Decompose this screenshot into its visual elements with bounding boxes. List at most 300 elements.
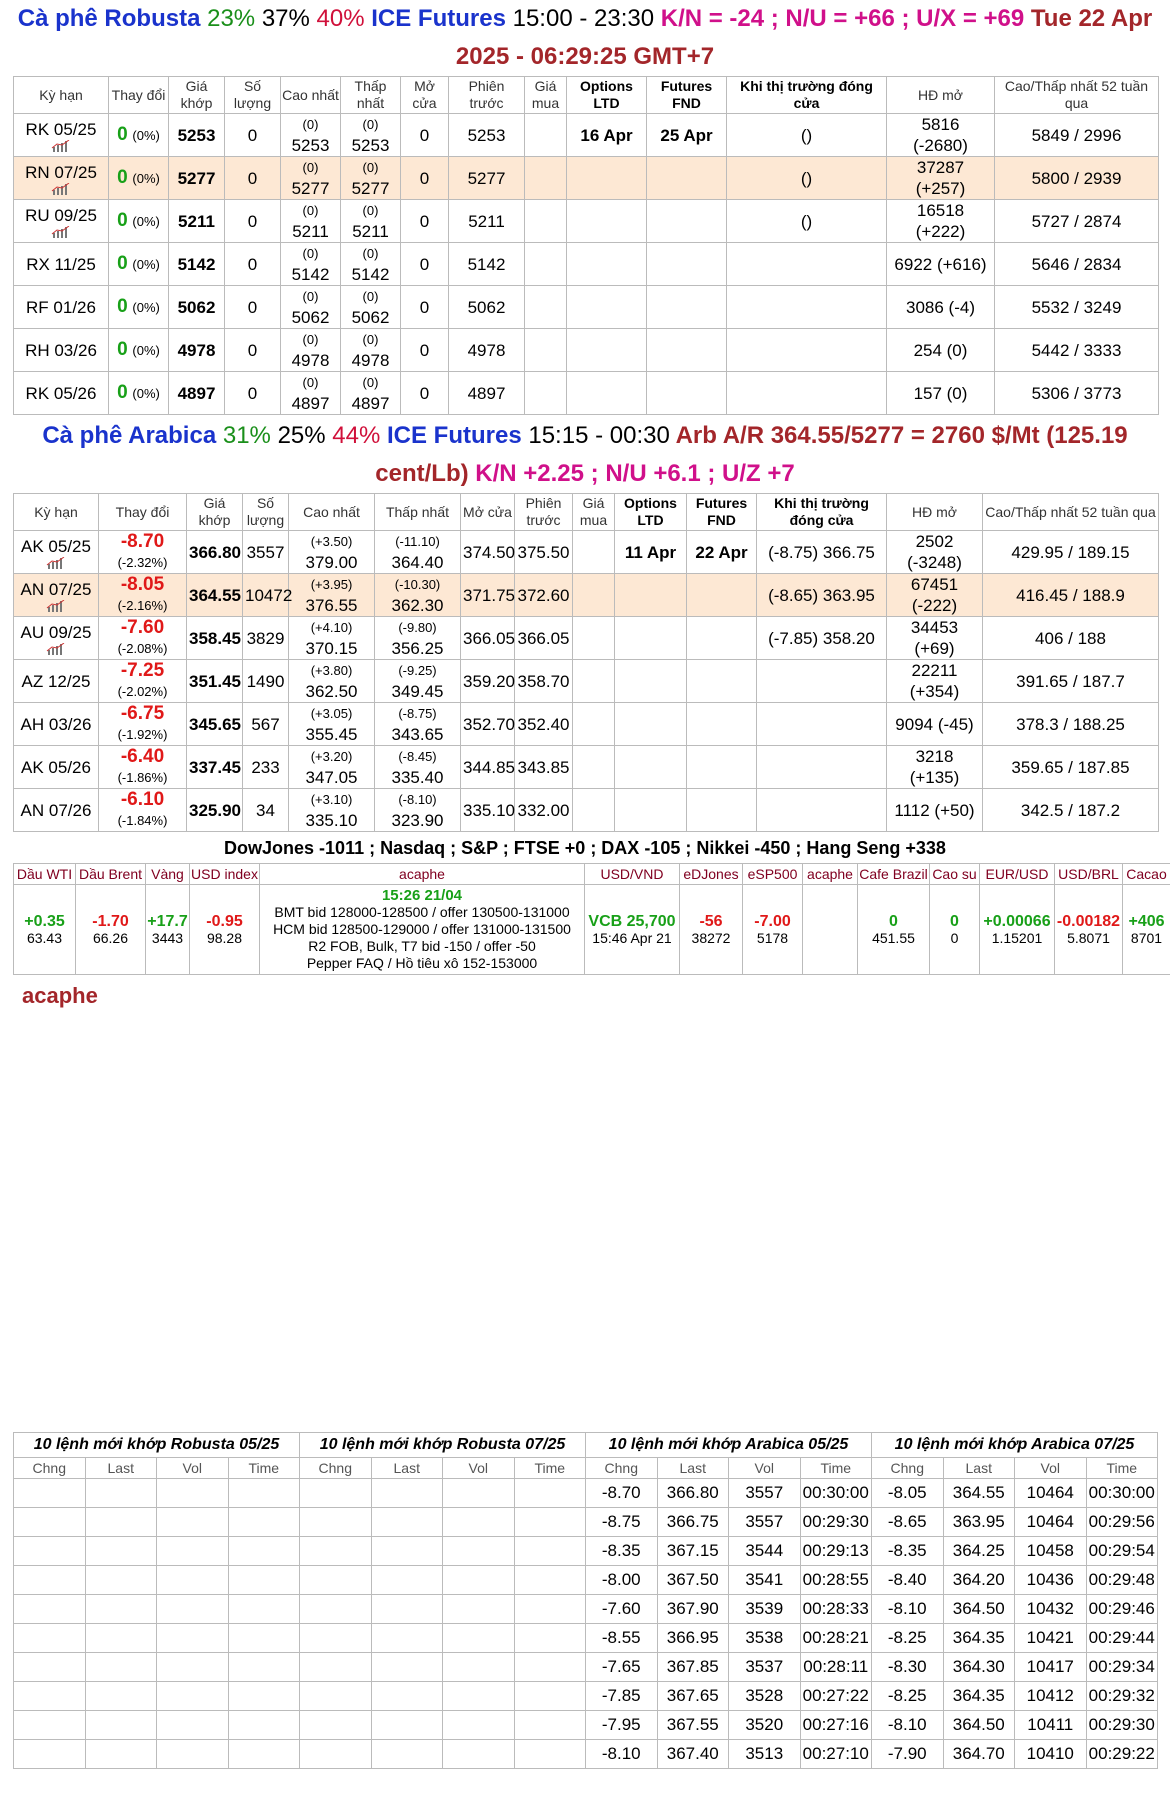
trade-cell-empty [300, 1508, 372, 1537]
low-change: (-10.30) [394, 577, 441, 592]
term-label[interactable]: RN 07/25 [25, 162, 97, 182]
open-interest-value: 6922 (+616) [894, 254, 987, 274]
term-cell[interactable] [14, 243, 109, 286]
fx-values-row [14, 885, 1170, 975]
open-interest-cell [887, 286, 995, 329]
column-header: Thấp nhất [375, 494, 461, 531]
trade-cell-empty [157, 1595, 229, 1624]
trade-cell: -8.30 [872, 1653, 944, 1682]
bid-cell [573, 531, 615, 574]
trade-cell: -8.10 [872, 1595, 944, 1624]
bid-cell [525, 372, 567, 415]
fx-column-header: acaphe [803, 864, 858, 885]
last-price-cell: 366.80 [187, 531, 243, 574]
term-cell[interactable] [14, 789, 99, 832]
usd-vnd-cell [585, 885, 680, 975]
close-cell: (-7.85) 358.20 [757, 617, 887, 660]
column-header: Cao nhất [281, 77, 341, 114]
range-52w-cell: 391.65 / 187.7 [983, 660, 1159, 703]
trade-cell-empty [443, 1595, 515, 1624]
gold-change: +17.7 [147, 912, 188, 930]
change-pct: (-2.16%) [117, 598, 168, 613]
trade-cell: -8.05 [872, 1479, 944, 1508]
high-cell [281, 157, 341, 200]
futures-fnd-cell [647, 157, 727, 200]
high-cell [289, 660, 375, 703]
volume-cell: 233 [243, 746, 289, 789]
table-row [14, 114, 1159, 157]
trade-cell: 366.80 [657, 1479, 729, 1508]
chart-icon[interactable] [51, 183, 71, 195]
options-ltd-cell [615, 703, 687, 746]
column-header: HĐ mở [887, 77, 995, 114]
range-52w-cell: 5532 / 3249 [995, 286, 1159, 329]
bid-cell [525, 286, 567, 329]
trade-cell-empty [443, 1566, 515, 1595]
trade-cell: 3544 [729, 1537, 801, 1566]
open-interest-change: (+135) [909, 768, 960, 787]
open-cell: 0 [401, 200, 449, 243]
robusta-exchange: ICE Futures [371, 5, 506, 32]
trade-cell-empty [514, 1508, 586, 1537]
fx-column-header: USD/VND [585, 864, 680, 885]
trade-cell-empty [300, 1653, 372, 1682]
trades-column-header: Last [657, 1458, 729, 1479]
table-row [14, 574, 1159, 617]
trade-cell: 364.20 [943, 1566, 1015, 1595]
change-value: -6.75 [120, 703, 165, 724]
futures-fnd-cell [687, 617, 757, 660]
term-cell[interactable] [14, 617, 99, 660]
column-header: Cao nhất [289, 494, 375, 531]
open-cell: 335.10 [461, 789, 515, 832]
trade-cell: -8.55 [586, 1624, 658, 1653]
trade-cell: 364.25 [943, 1537, 1015, 1566]
trade-cell: 00:29:54 [1086, 1537, 1158, 1566]
open-interest-change: (-2680) [913, 136, 968, 155]
open-cell: 0 [401, 114, 449, 157]
close-cell [757, 703, 887, 746]
range-52w-cell: 5727 / 2874 [995, 200, 1159, 243]
low-change: (0) [362, 117, 379, 132]
close-cell [727, 243, 887, 286]
trade-cell: -7.60 [586, 1595, 658, 1624]
trade-cell-empty [371, 1537, 443, 1566]
trade-cell-empty [300, 1537, 372, 1566]
bid-cell [525, 157, 567, 200]
trades-column-header: Last [85, 1458, 157, 1479]
volume-cell: 0 [225, 200, 281, 243]
wti-value: 63.43 [26, 929, 63, 946]
open-interest-cell [887, 746, 983, 789]
trade-cell-empty [85, 1595, 157, 1624]
term-cell[interactable] [14, 574, 99, 617]
trade-cell-empty [85, 1682, 157, 1711]
term-cell[interactable] [14, 200, 109, 243]
change-pct: (-1.86%) [117, 770, 168, 785]
trade-cell-empty [371, 1624, 443, 1653]
change-cell [99, 617, 187, 660]
high-change: (0) [302, 203, 319, 218]
edjones-value: 38272 [691, 929, 731, 946]
open-interest-cell [887, 157, 995, 200]
last-price-cell: 5142 [169, 243, 225, 286]
brent-cell [76, 885, 146, 975]
change-value: 0 [117, 339, 128, 360]
low-cell [375, 660, 461, 703]
term-label[interactable]: AK 05/26 [21, 757, 91, 777]
options-ltd-cell [567, 243, 647, 286]
high-cell [281, 329, 341, 372]
high-cell [289, 789, 375, 832]
trade-cell-empty [157, 1740, 229, 1769]
trades-column-header: Chng [14, 1458, 86, 1479]
change-pct: (0%) [132, 300, 160, 315]
acaphe-line: HCM bid 128500-129000 / offer 131000-131500 [273, 921, 571, 937]
trade-row [14, 1479, 1158, 1508]
options-ltd-cell [567, 200, 647, 243]
open-interest-value: 5816 [921, 115, 960, 134]
close-cell [757, 660, 887, 703]
trade-cell-empty [371, 1595, 443, 1624]
trade-cell: 3541 [729, 1566, 801, 1595]
term-label[interactable]: AK 05/25 [21, 536, 91, 556]
term-label[interactable]: RU 09/25 [25, 205, 97, 225]
high-value: 5211 [292, 222, 329, 241]
term-label[interactable]: AN 07/25 [20, 579, 92, 599]
term-label[interactable]: RX 11/25 [26, 254, 96, 274]
trade-cell: 10411 [1015, 1711, 1087, 1740]
trade-cell: 3513 [729, 1740, 801, 1769]
trade-row [14, 1711, 1158, 1740]
open-interest-cell [887, 660, 983, 703]
open-interest-value: 1112 (+50) [894, 800, 975, 820]
trade-cell: 367.40 [657, 1740, 729, 1769]
trade-cell: 3538 [729, 1624, 801, 1653]
trade-cell: 366.75 [657, 1508, 729, 1537]
futures-fnd-cell [647, 286, 727, 329]
trade-cell: 364.70 [943, 1740, 1015, 1769]
open-interest-cell [887, 789, 983, 832]
trade-row [14, 1624, 1158, 1653]
chart-icon[interactable] [46, 600, 66, 612]
open-interest-cell [887, 243, 995, 286]
trade-cell-empty [371, 1566, 443, 1595]
robusta-pct-3: 40% [316, 5, 365, 32]
table-row [14, 531, 1159, 574]
trade-cell: 3557 [729, 1479, 801, 1508]
trade-cell-empty [228, 1624, 300, 1653]
arabica-title: Cà phê Arabica [42, 422, 217, 449]
term-label[interactable]: RK 05/26 [25, 383, 97, 403]
usd-index-change: -0.95 [206, 912, 243, 930]
options-ltd-cell [567, 157, 647, 200]
trade-cell-empty [14, 1537, 86, 1566]
term-label[interactable]: RK 05/25 [25, 119, 97, 139]
open-interest-cell [887, 114, 995, 157]
last-price-cell: 4897 [169, 372, 225, 415]
trade-cell-empty [371, 1711, 443, 1740]
trades-column-header: Vol [157, 1458, 229, 1479]
trade-cell-empty [157, 1508, 229, 1537]
trade-cell-empty [443, 1624, 515, 1653]
trade-cell-empty [157, 1624, 229, 1653]
bid-cell [525, 329, 567, 372]
trade-cell: 367.15 [657, 1537, 729, 1566]
chart-icon[interactable] [51, 140, 71, 152]
chart-icon[interactable] [46, 643, 66, 655]
open-interest-value: 3086 (-4) [906, 297, 975, 317]
prev-cell: 352.40 [515, 703, 573, 746]
change-cell [109, 200, 169, 243]
change-pct: (0%) [132, 128, 160, 143]
column-header: Options LTD [567, 77, 647, 114]
fx-column-header: Cafe Brazil [858, 864, 930, 885]
close-cell [757, 789, 887, 832]
trade-cell: 00:29:34 [1086, 1653, 1158, 1682]
trade-cell-empty [300, 1624, 372, 1653]
low-cell [375, 574, 461, 617]
change-cell [109, 329, 169, 372]
chart-icon[interactable] [51, 226, 71, 238]
bid-cell [573, 574, 615, 617]
term-label[interactable]: AN 07/26 [20, 800, 92, 820]
rubber-change: 0 [950, 912, 959, 930]
fx-column-header: USD/BRL [1055, 864, 1123, 885]
arabica-table [13, 493, 1159, 832]
range-52w-cell: 5306 / 3773 [995, 372, 1159, 415]
trade-cell-empty [514, 1566, 586, 1595]
high-value: 335.10 [305, 811, 358, 830]
edjones-change: -56 [699, 912, 723, 930]
trade-cell-empty [85, 1479, 157, 1508]
trade-cell-empty [514, 1479, 586, 1508]
open-interest-cell [887, 574, 983, 617]
high-cell [281, 286, 341, 329]
change-cell [99, 789, 187, 832]
trade-cell-empty [514, 1682, 586, 1711]
volume-cell: 10472 [243, 574, 289, 617]
options-ltd-cell: 11 Apr [615, 531, 687, 574]
trade-cell-empty [85, 1653, 157, 1682]
eur-usd-change: +0.00066 [983, 912, 1051, 930]
trades-column-header: Chng [300, 1458, 372, 1479]
high-cell [281, 243, 341, 286]
term-cell[interactable] [14, 660, 99, 703]
trades-column-header: Vol [1015, 1458, 1087, 1479]
trade-cell: 00:29:32 [1086, 1682, 1158, 1711]
open-cell: 0 [401, 372, 449, 415]
fx-column-header: Vàng [146, 864, 190, 885]
term-cell[interactable] [14, 703, 99, 746]
fx-column-header: Dầu Brent [76, 864, 146, 885]
trade-cell: -7.65 [586, 1653, 658, 1682]
open-interest-change: (+69) [914, 639, 955, 658]
table-row [14, 157, 1159, 200]
open-interest-change: (+222) [915, 222, 966, 241]
column-header: Phiên trước [515, 494, 573, 531]
term-cell[interactable] [14, 114, 109, 157]
trade-cell: -8.75 [586, 1508, 658, 1537]
trades-column-header: Time [800, 1458, 872, 1479]
trade-cell-empty [157, 1711, 229, 1740]
term-cell[interactable] [14, 157, 109, 200]
open-interest-value: 157 (0) [913, 383, 968, 403]
usd-brl-change: -0.00182 [1056, 912, 1121, 930]
trade-cell-empty [85, 1740, 157, 1769]
options-ltd-cell [615, 574, 687, 617]
low-cell [341, 157, 401, 200]
open-interest-change: (+354) [909, 682, 960, 701]
robusta-table [13, 76, 1159, 415]
term-cell[interactable] [14, 329, 109, 372]
column-header: Kỳ hạn [14, 77, 109, 114]
acaphe-logo[interactable]: acaphe [22, 983, 98, 1008]
low-cell [341, 286, 401, 329]
chart-icon[interactable] [46, 557, 66, 569]
close-cell [727, 372, 887, 415]
options-ltd-cell [567, 329, 647, 372]
brazil-change: 0 [889, 912, 898, 930]
low-cell [341, 114, 401, 157]
arabica-exchange: ICE Futures [387, 422, 522, 449]
open-cell: 0 [401, 157, 449, 200]
change-pct: (0%) [132, 214, 160, 229]
trade-cell-empty [228, 1595, 300, 1624]
trade-cell-empty [14, 1508, 86, 1537]
trade-cell: -8.35 [586, 1537, 658, 1566]
trades-title-row [14, 1433, 1158, 1458]
trades-title-arabica-0725: 10 lệnh mới khớp Arabica 07/25 [872, 1433, 1158, 1458]
prev-cell: 332.00 [515, 789, 573, 832]
term-label[interactable]: AH 03/26 [20, 714, 92, 734]
low-value: 5277 [351, 179, 390, 198]
options-ltd-cell [615, 746, 687, 789]
term-cell[interactable] [14, 746, 99, 789]
term-cell[interactable] [14, 372, 109, 415]
low-cell [375, 746, 461, 789]
term-label[interactable]: RF 01/26 [26, 297, 96, 317]
close-cell: (-8.65) 363.95 [757, 574, 887, 617]
trade-cell-empty [157, 1479, 229, 1508]
column-header: Mở cửa [401, 77, 449, 114]
trade-cell: 10410 [1015, 1740, 1087, 1769]
volume-cell: 0 [225, 286, 281, 329]
change-pct: (-2.02%) [117, 684, 168, 699]
change-cell [99, 574, 187, 617]
high-change: (0) [302, 375, 319, 390]
bid-cell [573, 617, 615, 660]
range-52w-cell: 416.45 / 188.9 [983, 574, 1159, 617]
fx-column-header: Cao su [930, 864, 980, 885]
table-row [14, 617, 1159, 660]
term-label[interactable]: RH 03/26 [25, 340, 97, 360]
high-change: (0) [302, 332, 319, 347]
bid-cell [573, 746, 615, 789]
trade-cell: 3537 [729, 1653, 801, 1682]
fx-header-row [14, 864, 1170, 885]
low-cell [375, 531, 461, 574]
term-label[interactable]: AU 09/25 [20, 622, 92, 642]
term-cell[interactable] [14, 286, 109, 329]
high-cell [289, 746, 375, 789]
gold-value: 3443 [151, 929, 184, 946]
last-price-cell: 5277 [169, 157, 225, 200]
trade-cell-empty [14, 1711, 86, 1740]
low-value: 335.40 [391, 768, 444, 787]
recent-trades-table [13, 1432, 1158, 1769]
trades-column-header: Vol [729, 1458, 801, 1479]
high-value: 376.55 [305, 596, 358, 615]
close-cell: () [727, 157, 887, 200]
robusta-header-row [14, 77, 1159, 114]
volume-cell: 0 [225, 157, 281, 200]
trade-cell-empty [228, 1508, 300, 1537]
trade-row [14, 1740, 1158, 1769]
futures-fnd-cell [647, 329, 727, 372]
trade-cell: -8.35 [872, 1537, 944, 1566]
trade-cell-empty [371, 1653, 443, 1682]
trade-cell-empty [14, 1682, 86, 1711]
open-interest-value: 254 (0) [913, 340, 968, 360]
prev-cell: 366.05 [515, 617, 573, 660]
arabica-pct-2: 25% [277, 422, 326, 449]
high-cell [289, 617, 375, 660]
trades-column-header: Time [228, 1458, 300, 1479]
trade-cell: 367.85 [657, 1653, 729, 1682]
options-ltd-cell [567, 286, 647, 329]
arabica-body [14, 531, 1159, 832]
brazil-value: 451.55 [872, 929, 915, 946]
close-cell [757, 746, 887, 789]
trade-cell: -8.25 [872, 1624, 944, 1653]
change-pct: (-1.92%) [117, 727, 168, 742]
trade-cell-empty [300, 1595, 372, 1624]
trade-cell: 3557 [729, 1508, 801, 1537]
close-cell [727, 286, 887, 329]
trade-cell-empty [514, 1595, 586, 1624]
robusta-spreads: K/N = -24 ; N/U = +66 ; U/X = +69 [660, 5, 1025, 32]
gold-cell [146, 885, 190, 975]
column-header: Giá mua [525, 77, 567, 114]
trade-cell-empty [85, 1624, 157, 1653]
esp500-value: 5178 [756, 929, 789, 946]
term-label[interactable]: AZ 12/25 [21, 671, 91, 691]
trade-cell-empty [228, 1682, 300, 1711]
change-value: 0 [117, 253, 128, 274]
close-cell: () [727, 200, 887, 243]
high-change: (0) [302, 117, 319, 132]
trade-cell: 3528 [729, 1682, 801, 1711]
change-value: -6.10 [120, 789, 165, 810]
table-row [14, 286, 1159, 329]
close-cell [727, 329, 887, 372]
column-header: Khi thị trường đóng cửa [727, 77, 887, 114]
trade-cell-empty [371, 1479, 443, 1508]
column-header: Giá khớp [187, 494, 243, 531]
options-ltd-cell [567, 372, 647, 415]
term-cell[interactable] [14, 531, 99, 574]
table-row [14, 329, 1159, 372]
column-header: Số lượng [243, 494, 289, 531]
change-cell [109, 286, 169, 329]
low-value: 362.30 [391, 596, 444, 615]
column-header: Mở cửa [461, 494, 515, 531]
change-value: -8.70 [120, 531, 165, 552]
trade-row [14, 1682, 1158, 1711]
trade-cell-empty [300, 1740, 372, 1769]
trades-column-header: Vol [443, 1458, 515, 1479]
